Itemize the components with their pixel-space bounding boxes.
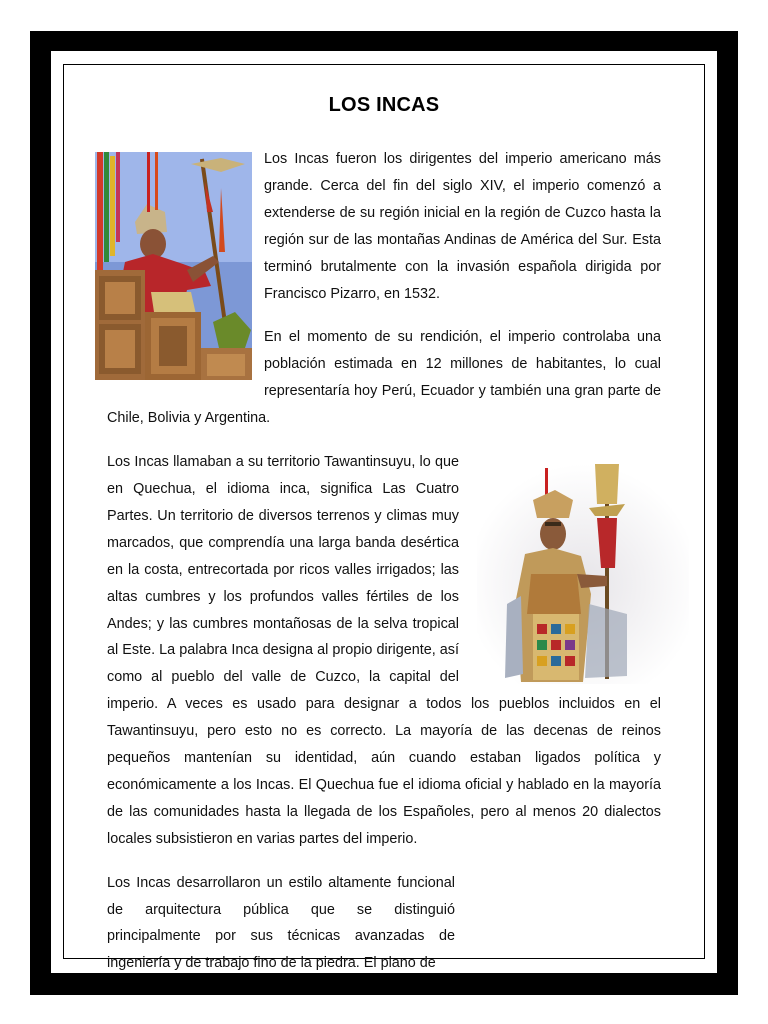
- paragraph-4: Los Incas desarrollaron un estilo altamente funcional de arquitectura pública que se distinguió principalmente por sus técnicas avanzadas de ingeniería y de trabajo fino de la piedra. El plano de: [107, 874, 455, 972]
- paragraph-1: Los Incas fueron los dirigentes del imperio americano más grande. Cerca del fin del siglo XIV, el imperio comenzó a extenderse de su región inicial en la región de Cuzco hasta la región sur de las montañas Andinas de América del Sur. Esta terminó brutalmente con la invasión española dirigida por Francisco Pizarro, en 1532.: [264, 151, 661, 302]
- paragraph-3: Los Incas llamaban a su territorio Tawantinsuyu, lo que en Quechua, el idioma inca, significa Las Cuatro Partes. Un territorio de diversos terrenos y climas muy marcados, que comprendía una larga banda desértica en la costa, entrecortada por ricos valles irrigados; las altas cumbres y los profundos valles fértiles de los Andes; y las cumbres montañosas de la selva tropical al Este. La palabra Inca designa al propio dirigente, así como al pueblo del valle de Cuzco, la capital del imperio. A veces es usado para designar a todos los pueblos incluidos en el Tawantinsuyu, pero esto no es correcto. La mayoría de las decenas de reinos pequeños mantenían su identidad, aún cuando estaban ligados política y económicamente a los Incas. El Quechua fue el idioma oficial y hablado en la mayoría de las comunidades hasta la llegada de los Españoles, pero al menos 20 dialectos locales subsistieron en varias partes del imperio.: [107, 454, 661, 847]
- document-body: [107, 146, 661, 994]
- inca-figure-staff-image: [477, 464, 689, 684]
- page-title: LOS INCAS: [328, 94, 440, 116]
- paragraph-2: En el momento de su rendición, el imperio controlaba una población estimada en 12 millones de habitantes, lo cual representaría hoy Perú, Ecuador y también una gran parte de Chile, Bolivia y Argentina.: [107, 329, 661, 427]
- inca-emperor-throne-image: [95, 152, 252, 380]
